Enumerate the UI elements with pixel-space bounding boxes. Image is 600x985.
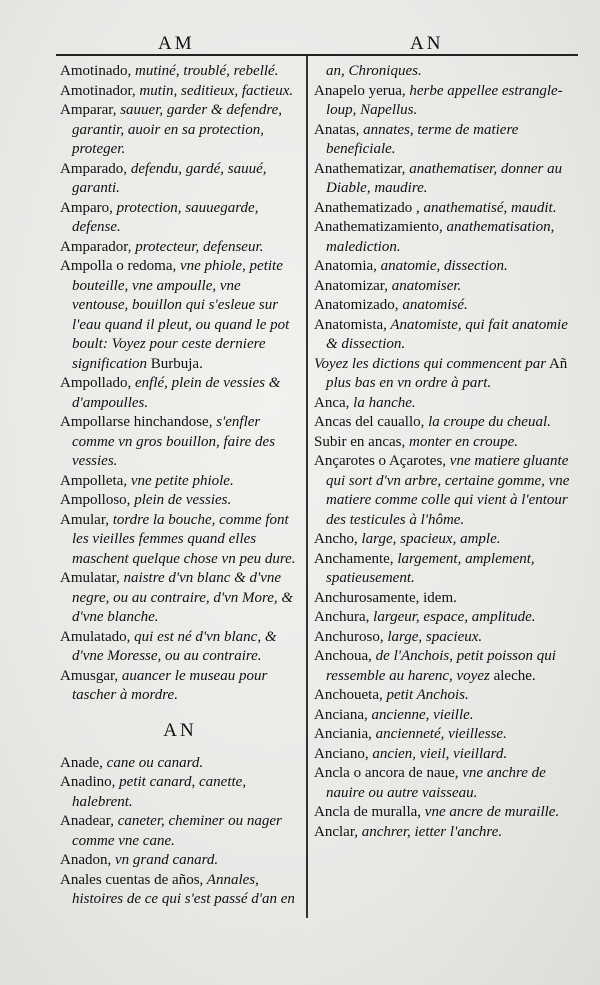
definition: herbe appellee estrangle-loup, Napellus. (326, 82, 563, 118)
headword: Ancla de muralla, (314, 804, 422, 820)
definition: la croupe du cheual. (424, 414, 551, 430)
left-entries (60, 62, 300, 706)
headword: Anathematizado , (314, 199, 420, 216)
headword: Anchoueta, (314, 687, 383, 703)
dictionary-entry (314, 160, 576, 199)
dictionary-entry (314, 257, 576, 277)
headword: Ampolloso, (60, 492, 131, 508)
dictionary-entry (60, 374, 300, 413)
dictionary-entry (314, 218, 576, 257)
definition: largeur, espace, amplitude. (369, 609, 536, 625)
dictionary-entry (314, 803, 576, 823)
definition: cane ou canard. (102, 754, 204, 771)
definition: anatomisé. (398, 297, 468, 313)
dictionary-entry (60, 628, 300, 667)
headword: Ampollado, (60, 375, 132, 391)
headword: Anciania, (314, 726, 372, 742)
headword: Amotinador, (60, 82, 136, 99)
dictionary-entry (60, 491, 300, 511)
dictionary-entry (314, 316, 576, 355)
dictionary-entry (60, 257, 300, 374)
headword: Anadon, (60, 852, 112, 868)
definition: monter en croupe. (405, 433, 518, 450)
headword: Anciana, (314, 706, 368, 723)
dictionary-entry (60, 160, 300, 199)
headword: Amparo, (60, 199, 113, 216)
dictionary-entry (60, 851, 300, 871)
definition: enflé, plein de vessies & d'ampoulles. (72, 375, 281, 411)
dictionary-entry (60, 773, 300, 812)
dictionary-entry (60, 871, 300, 910)
dictionary-entry (314, 628, 576, 648)
definition: Voyez les dictions qui commencent par (314, 355, 547, 372)
definition: la hanche. (349, 394, 416, 411)
dictionary-entry (60, 82, 300, 102)
definition: Anatomiste, qui fait anatomie & dissection. (326, 316, 568, 352)
headword: Anadino, (60, 774, 116, 790)
definition: caneter, cheminer ou nager comme vne cane. (72, 813, 282, 849)
definition: petit Anchois. (382, 687, 469, 703)
dictionary-entry (314, 199, 576, 219)
dictionary-entry (60, 812, 300, 851)
headword: Amparar, (60, 102, 117, 118)
definition: an, Chroniques. (326, 63, 422, 79)
definition: naistre d'vn blanc & d'vne negre, ou au contraire, d'vn More, & d'vne blanche. (72, 570, 294, 625)
dictionary-entry (60, 413, 300, 472)
dictionary-entry (60, 667, 300, 706)
definition: auancer le museau pour tascher à mordre. (72, 667, 268, 703)
headword: Amparado, (60, 160, 128, 177)
dictionary-entry (60, 199, 300, 238)
dictionary-entry (60, 62, 300, 82)
definition: annates, terme de matiere beneficiale. (326, 121, 519, 157)
dictionary-entry (314, 608, 576, 628)
right-column (314, 62, 576, 842)
right-entries (314, 62, 576, 842)
dictionary-entry (314, 355, 576, 394)
dictionary-entry (314, 589, 576, 609)
definition: ancienneté, vieillesse. (371, 726, 507, 742)
headword: Amotinado, (60, 63, 132, 79)
definition: anatomie, dissection. (376, 258, 508, 274)
dictionary-entry (60, 511, 300, 570)
dictionary-entry (314, 296, 576, 316)
headword: Anapelo yerua, (314, 82, 406, 99)
headword: Ancla o ancora de naue, (314, 765, 459, 781)
headword: Anatomista, (314, 316, 387, 333)
headword: Anchura, (314, 609, 370, 625)
dictionary-entry (314, 530, 576, 550)
headword: Anade, (60, 754, 103, 771)
headword: Ancho, (314, 531, 358, 547)
definition: Annales, histoires de ce qui s'est passé d'an en (72, 871, 295, 907)
dictionary-entry (60, 238, 300, 258)
definition: sauuer, garder & defendre, garantir, auoir en sa protection, proteger. (72, 102, 283, 157)
left-column (60, 62, 300, 910)
definition: large, spacieux, ample. (357, 531, 501, 547)
definition: plus bas en vn ordre à part. (326, 375, 492, 391)
dictionary-entry (314, 823, 576, 843)
headword: Amparador, (60, 238, 132, 255)
dictionary-entry (314, 82, 576, 121)
definition: ancien, vieil, vieillard. (368, 745, 508, 762)
definition: vn grand canard. (111, 852, 219, 868)
definition: protection, sauuegarde, defense. (72, 199, 259, 235)
definition: de l'Anchois, petit poisson qui ressemble au harenc, voyez (326, 648, 556, 684)
headword: Ampolla o redoma, (60, 258, 177, 274)
headword: Anatomizado, (314, 297, 399, 313)
headword-ref: Burbuja. (147, 355, 203, 372)
definition: defendu, gardé, sauué, garanti. (72, 160, 267, 196)
headword: Anales cuentas de años, (60, 871, 204, 888)
definition: protecteur, defenseur. (131, 238, 264, 255)
dictionary-entry (314, 550, 576, 589)
dictionary-entry (314, 413, 576, 433)
headword: Anatomia, (314, 258, 377, 274)
headword: Anclar, (314, 823, 358, 840)
headword: Ançarotes o Açarotes, (314, 453, 447, 469)
headword-ref: aleche. (489, 667, 536, 684)
headword: Anatomizar, (314, 277, 388, 294)
dictionary-entry (314, 745, 576, 765)
definition: vne ancre de muraille. (421, 804, 560, 820)
dictionary-entry (314, 433, 576, 453)
dictionary-entry (314, 62, 576, 82)
dictionary-entry (60, 472, 300, 492)
definition: vne petite phiole. (127, 472, 234, 489)
headword: Anca, (314, 394, 350, 411)
dictionary-entry (314, 764, 576, 803)
right-running-head: AN (410, 33, 444, 54)
headword: Anchurosamente, idem. (314, 589, 457, 606)
dictionary-entry (60, 101, 300, 160)
headword: Anathematizamiento, (314, 219, 443, 235)
left-running-head: AM (158, 33, 195, 54)
definition: anathematisé, maudit. (419, 199, 557, 216)
headword: Anchamente, (314, 550, 394, 567)
headword: Anciano, (314, 745, 369, 762)
definition: qui est né d'vn blanc, & d'vne Moresse, ou au contraire. (72, 628, 277, 664)
dictionary-entry (314, 394, 576, 414)
dictionary-entry (60, 754, 300, 774)
dictionary-entry (314, 121, 576, 160)
definition: mutin, seditieux, factieux. (135, 82, 294, 99)
definition: anatomiser. (387, 277, 462, 294)
headword: Subir en ancas, (314, 433, 406, 450)
headword-ref: Añ (546, 355, 568, 372)
headword: Amular, (60, 511, 109, 528)
dictionary-entry (314, 686, 576, 706)
definition: anchrer, ietter l'anchre. (357, 823, 503, 840)
definition: plein de vessies. (130, 492, 232, 508)
headword: Ampolleta, (60, 472, 128, 489)
dictionary-entry (314, 647, 576, 686)
dictionary-entry (314, 452, 576, 530)
left-entries-2 (60, 754, 300, 910)
dictionary-entry (314, 277, 576, 297)
headword: Anathematizar, (314, 160, 406, 177)
definition: s'enfler comme vn gros bouillon, faire des vessies. (72, 414, 276, 469)
definition: tordre la bouche, comme font les vieilles femmes quand elles maschent quelque chose vn peu dure. (72, 511, 296, 567)
header-rule (56, 54, 578, 56)
headword: Amulatado, (60, 628, 131, 645)
definition: anathematisation, malediction. (326, 219, 555, 255)
headword: Amusgar, (60, 667, 119, 684)
headword: Anadear, (60, 813, 114, 829)
headword: Anchoua, (314, 648, 372, 664)
headword: Anchuroso, (314, 628, 384, 645)
definition: vne anchre de nauire ou autre vaisseau. (326, 765, 546, 801)
headword: Ampollarse hinchandose, (60, 414, 213, 430)
headword: Ancas del cauallo, (314, 414, 425, 430)
definition: anathematiser, donner au Diable, maudire. (326, 160, 563, 196)
definition: largement, amplement, spatieusement. (326, 550, 535, 586)
definition: ancienne, vieille. (367, 706, 474, 723)
definition: mutiné, troublé, rebellé. (131, 63, 279, 79)
dictionary-entry (314, 706, 576, 726)
dictionary-entry (60, 569, 300, 628)
headword: Amulatar, (60, 570, 120, 586)
section-heading: AN (163, 719, 197, 741)
definition: petit canard, canette, halebrent. (72, 774, 247, 810)
headword: Anatas, (314, 121, 360, 138)
dictionary-entry (314, 725, 576, 745)
definition: large, spacieux. (383, 628, 483, 645)
definition: vne phiole, petite bouteille, vne ampoulle, vne ventouse, bouillon qui s'esleue sur l'eau quand il pleut, ou quand le pot boult: Voyez pour ceste derniere signification (72, 258, 290, 372)
column-divider (306, 56, 308, 918)
definition: vne matiere gluante qui sort d'vn arbre, certaine gomme, vne matiere comme colle qui vient à l'entour des testicules à l'hôme. (326, 453, 570, 528)
